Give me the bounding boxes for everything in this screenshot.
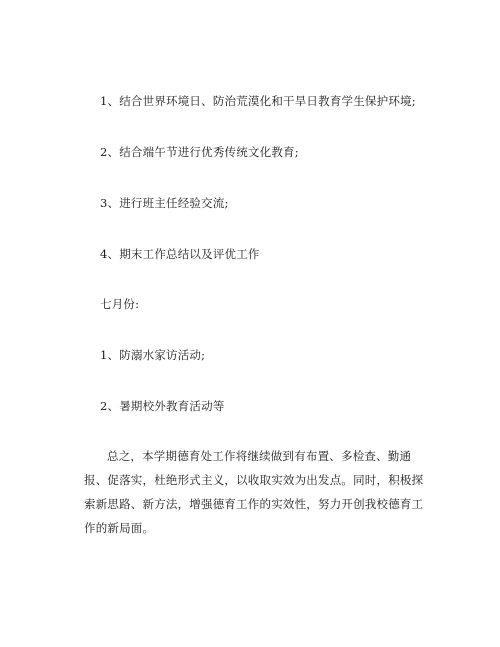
summary-text: 总之，本学期德育处工作将继续做到有布置、多检查、勤通报、促落实，杜绝形式主义，以收取实效为出发点。同时，积极探索新思路、新方法，增强德育工作的实效性，努力开创我校德育工作的新局面。	[84, 449, 424, 535]
list-item: 2、结合端午节进行优秀传统文化教育;	[100, 145, 299, 159]
month-heading: 七月份:	[100, 297, 140, 311]
list-item: 4、期末工作总结以及评优工作	[100, 247, 260, 261]
list-item: 1、结合世界环境日、防治荒漠化和干旱日教育学生保护环境;	[100, 94, 416, 108]
list-item: 2、暑期校外教育活动等	[100, 399, 225, 413]
summary-paragraph	[84, 444, 424, 540]
list-item: 1、防溺水家访活动;	[100, 348, 206, 362]
list-item: 3、进行班主任经验交流;	[100, 196, 229, 210]
